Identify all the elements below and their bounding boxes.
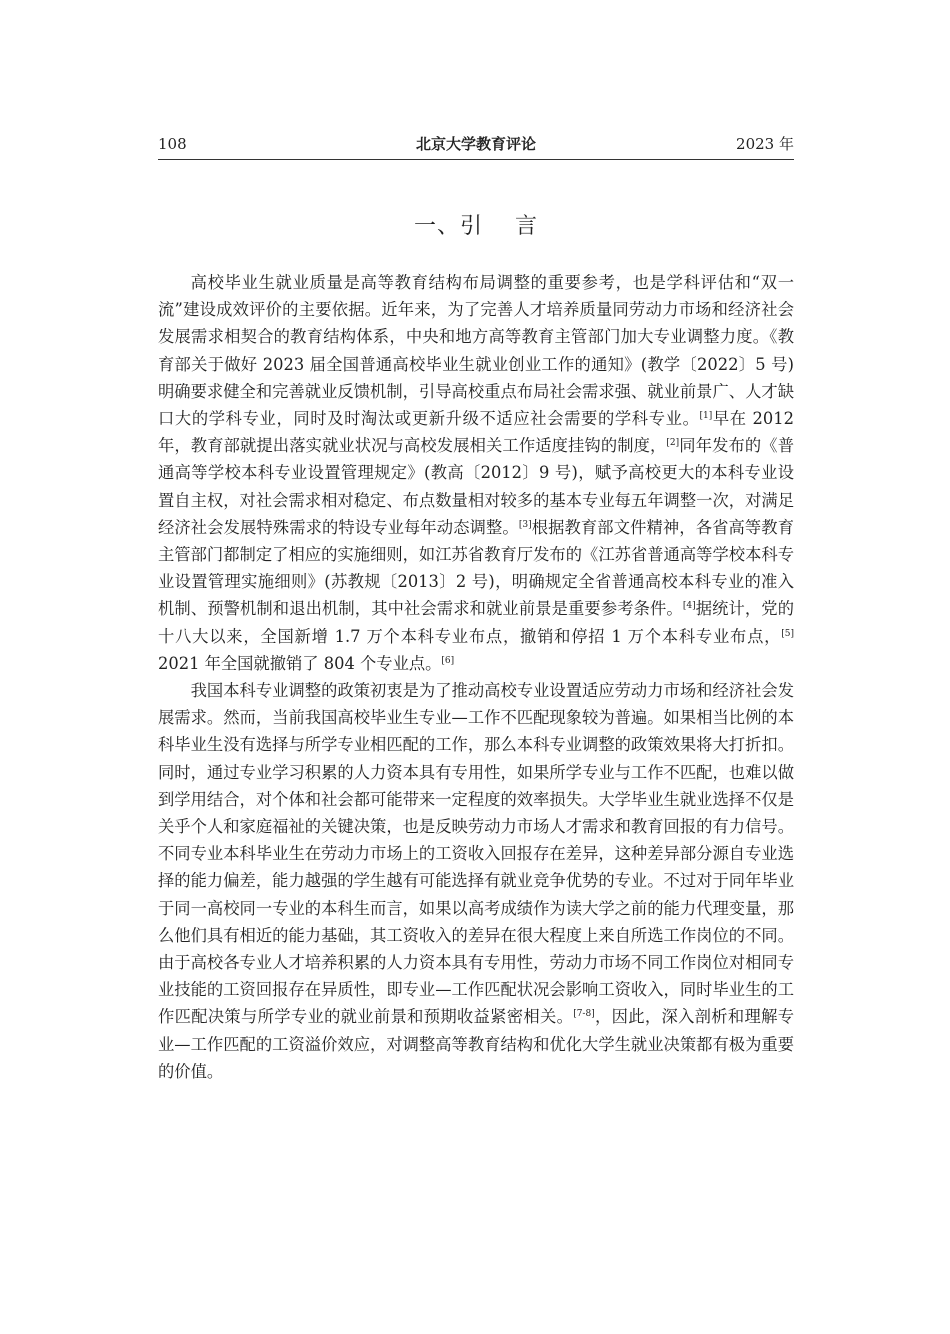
section-heading: 一、引 言 xyxy=(414,214,538,239)
paragraph-text: 据统计，党的十八大以来，全国新增 1.7 万个本科专业布点，撤销和停招 1 万个本科专业布点， xyxy=(158,599,794,646)
running-header xyxy=(158,133,794,155)
citation-reference: [2] xyxy=(666,438,680,449)
citation-reference: [1] xyxy=(699,411,713,422)
paragraph-text: 高校毕业生就业质量是高等教育结构布局调整的重要参考，也是学科评估和“双一流”建设成效评价的主要依据。近年来，为了完善人才培养质量同劳动力市场和经济社会发展需求相契合的教育结构体系，中央和地方高等教育主管部门加大专业调整力度。《教育部关于做好 2023 届全国普通高校毕业生就业创业工作的通知》(教学〔2022〕5 号)明确要求健全和完善就业反馈机制，引导高校重点布局社会需求强、就业前景广、人才缺口大的学科专业，同时及时淘汰或更新升级不适应社会需要的学科专业。 xyxy=(158,273,794,429)
paragraph xyxy=(158,269,794,677)
publication-year: 2023 年 xyxy=(736,135,794,153)
journal-title: 北京大学教育评论 xyxy=(415,135,536,153)
paragraph-text: 根据教育部文件精神，各省高等教育主管部门都制定了相应的实施细则，如江苏省教育厅发布的《江苏省普通高等学校本科专业设置管理实施细则》(苏教规〔2013〕2 号)，明确规定全省普通高校本科专业的准入机制、预警机制和退出机制，其中社会需求和就业前景是重要参考条件。 xyxy=(158,517,794,619)
citation-reference: [5] xyxy=(781,628,794,639)
citation-reference: [6] xyxy=(441,655,455,666)
paragraph-text: 2021 年全国就撤销了 804 个专业点。 xyxy=(158,653,442,673)
paragraph-text: 我国本科专业调整的政策初衷是为了推动高校专业设置适应劳动力市场和经济社会发展需求。然而，当前我国高校毕业生专业—工作不匹配现象较为普遍。如果相当比例的本科毕业生没有选择与所学专业相匹配的工作，那么本科专业调整的政策效果将大打折扣。同时，通过专业学习积累的人力资本具有专用性，如果所学专业与工作不匹配，也难以做到学用结合，对个体和社会都可能带来一定程度的效率损失。大学毕业生就业选择不仅是关乎个人和家庭福祉的关键决策，也是反映劳动力市场人才需求和教育回报的有力信号。不同专业本科毕业生在劳动力市场上的工资收入回报存在差异，这种差异部分源自专业选择的能力偏差，能力越强的学生越有可能选择有就业竞争优势的专业。不过对于同年毕业于同一高校同一专业的本科生而言，如果以高考成绩作为读大学之前的能力代理变量，那么他们具有相近的能力基础，其工资收入的差异在很大程度上来自所选工作岗位的不同。由于高校各专业人才培养积累的人力资本具有专用性，劳动力市场不同工作岗位对相同专业技能的工资回报存在异质性，即专业—工作匹配状况会影响工资收入，同时毕业生的工作匹配决策与所学专业的就业前景和预期收益紧密相关。 xyxy=(158,681,794,1027)
paragraph-text: 早在 2012 年，教育部就提出落实就业状况与高校发展相关工作适度挂钩的制度， xyxy=(158,409,794,456)
header-rule xyxy=(158,159,794,160)
paragraph-text: 同年发布的《普通高等学校本科专业设置管理规定》(教高〔2012〕9 号)，赋予高校更大的本科专业设置自主权，对社会需求相对稳定、布点数量相对较多的基本专业每五年调整一次，对满足经济社会发展特殊需求的特设专业每年动态调整。 xyxy=(158,436,794,537)
citation-reference: [4] xyxy=(682,601,696,612)
page-number: 108 xyxy=(158,135,187,153)
citation-reference: [3] xyxy=(518,519,532,530)
citation-reference: [7-8] xyxy=(573,1009,595,1020)
paragraph xyxy=(158,677,794,1085)
paragraph-text: ，因此，深入剖析和理解专业—工作匹配的工资溢价效应，对调整高等教育结构和优化大学生就业决策都有极为重要的价值。 xyxy=(158,1007,794,1081)
body-text xyxy=(158,269,794,1085)
